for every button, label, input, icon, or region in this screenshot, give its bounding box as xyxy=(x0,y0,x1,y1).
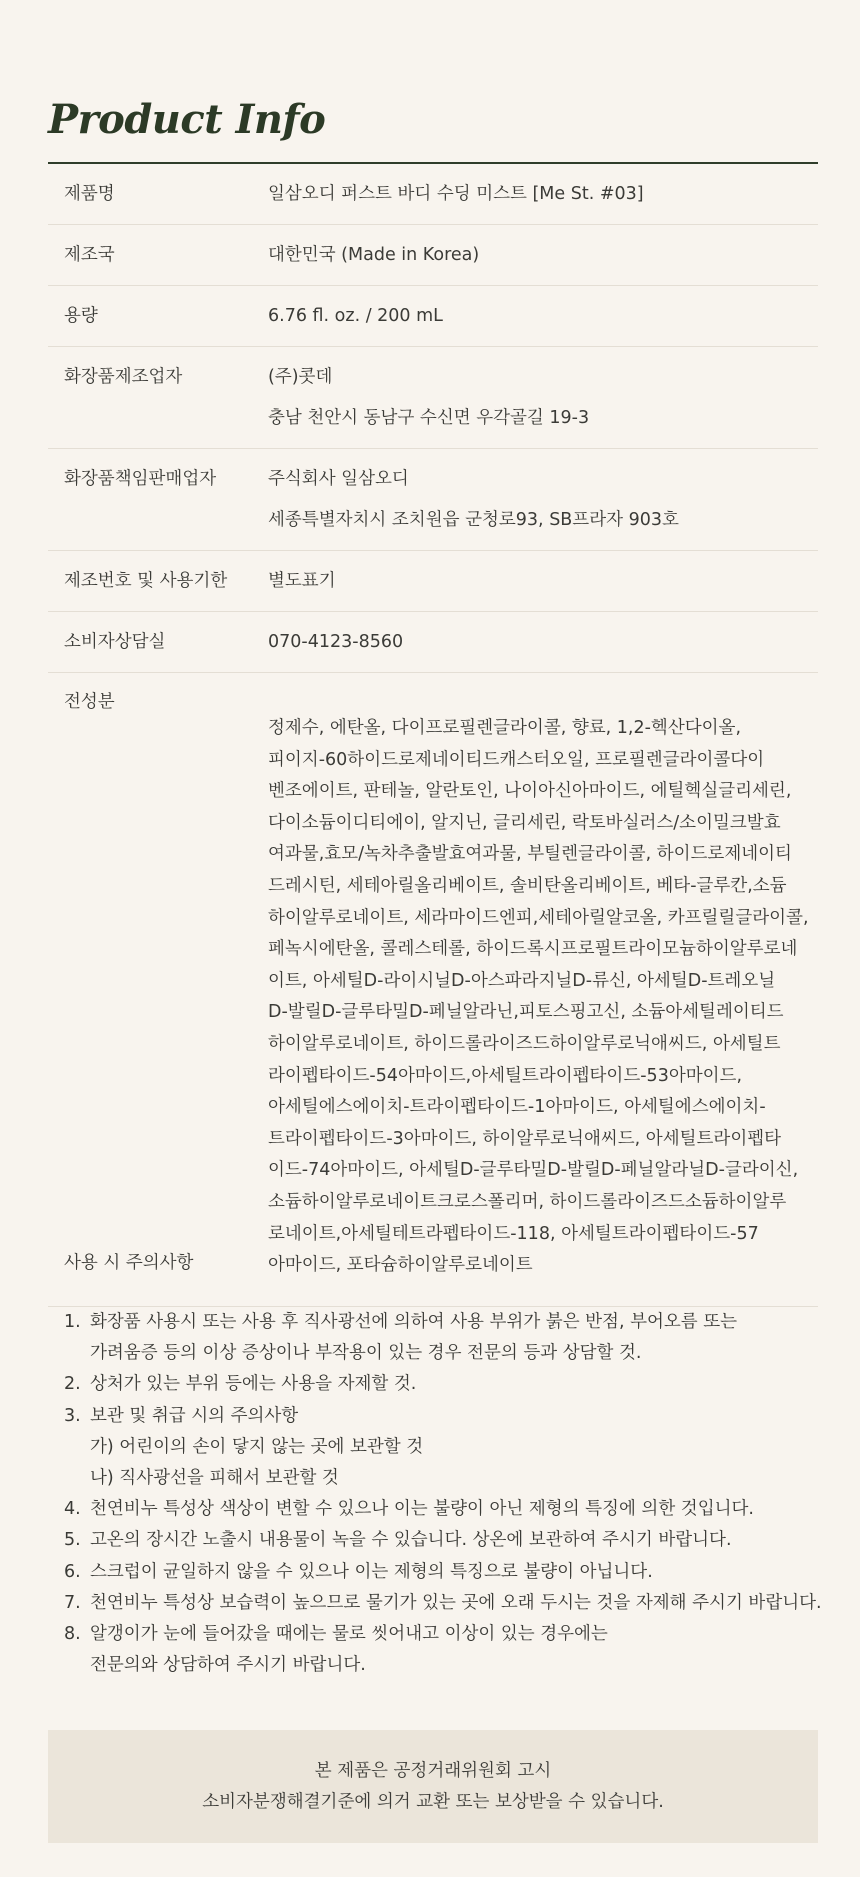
ingredients-list xyxy=(268,689,818,1282)
caution-item-text xyxy=(90,1494,754,1525)
ingredients-line: 라이펩타이드-54아마이드,아세틸트라이펩타이드-53아마이드, xyxy=(268,1065,743,1086)
info-row-country xyxy=(48,225,818,286)
caution-item-text xyxy=(90,1307,737,1369)
ingredients-line: 여과물,효모/녹차추출발효여과물, 부틸렌글라이콜, 하이드로제네이티 xyxy=(268,844,792,865)
info-value-line: 6.76 fl. oz. / 200 mL xyxy=(268,306,443,326)
info-value-line: (주)콧데 xyxy=(268,367,333,387)
notice-line: 본 제품은 공정거래위원회 고시 xyxy=(314,1760,552,1781)
ingredients-line: 이트, 아세틸D-라이시닐D-아스파라지닐D-류신, 아세틸D-트레오닐 xyxy=(268,970,776,991)
ingredients-line: 로네이트,아세틸테트라펩타이드-118, 아세틸트라이펩타이드-57 xyxy=(268,1223,759,1244)
caution-item-number: 2. xyxy=(64,1374,81,1395)
caution-item-number: 8. xyxy=(64,1624,81,1645)
caution-item xyxy=(64,1525,824,1556)
info-value xyxy=(268,466,818,534)
caution-item-number: 5. xyxy=(64,1530,81,1551)
caution-item xyxy=(64,1619,824,1681)
caution-item-text xyxy=(90,1557,653,1588)
ingredients-line: 아마이드, 포타슘하이알루로네이트 xyxy=(268,1255,533,1276)
ingredients-line: 하이알루로네이트, 하이드롤라이즈드하이알루로닉애씨드, 아세틸트 xyxy=(268,1033,781,1054)
product-info-table xyxy=(48,164,818,1307)
caution-item-text xyxy=(90,1525,732,1556)
info-label: 제조국 xyxy=(64,245,115,265)
caution-item-text xyxy=(90,1369,416,1400)
caution-list xyxy=(64,1307,824,1681)
ingredients-line: 소듐하이알루로네이트크로스폴리머, 하이드롤라이즈드소듐하이알루 xyxy=(268,1191,787,1212)
info-label: 제조번호 및 사용기한 xyxy=(64,571,228,591)
info-row-volume xyxy=(48,286,818,347)
caution-item-line: 보관 및 취급 시의 주의사항 xyxy=(90,1405,299,1426)
caution-item-number: 1. xyxy=(64,1312,81,1332)
info-row-customer-service xyxy=(48,612,818,673)
caution-item-text xyxy=(90,1619,608,1681)
info-label: 용량 xyxy=(64,306,98,326)
caution-item xyxy=(64,1557,824,1588)
caution-item-number: 7. xyxy=(64,1592,81,1613)
ingredients-line: 페녹시에탄올, 콜레스테롤, 하이드록시프로필트라이모늄하이알루로네 xyxy=(268,939,798,960)
info-label: 전성분 xyxy=(64,692,115,712)
caution-item xyxy=(64,1369,824,1400)
info-row-distributor xyxy=(48,449,818,551)
caution-item-line: 천연비누 특성상 색상이 변할 수 있으나 이는 불량이 아닌 제형의 특징에 의한 것입니다. xyxy=(90,1499,754,1520)
caution-item-text xyxy=(90,1588,822,1619)
info-value-line: 대한민국 (Made in Korea) xyxy=(268,245,480,265)
caution-section xyxy=(64,1248,824,1681)
info-row-product-name xyxy=(48,164,818,225)
caution-item-line: 화장품 사용시 또는 사용 후 직사광선에 의하여 사용 부위가 붉은 반점, 부어오름 또는 xyxy=(90,1312,738,1332)
caution-item-line: 상처가 있는 부위 등에는 사용을 자제할 것. xyxy=(90,1374,417,1395)
notice-box xyxy=(48,1730,818,1843)
caution-item-line: 스크럽이 균일하지 않을 수 있으나 이는 제형의 특징으로 불량이 아닙니다. xyxy=(90,1561,653,1582)
info-label: 소비자상담실 xyxy=(64,632,166,652)
caution-item-line: 고온의 장시간 노출시 내용물이 녹을 수 있습니다. 상온에 보관하여 주시기 바랍니다. xyxy=(90,1530,732,1551)
caution-item xyxy=(64,1494,824,1525)
info-value-line: 세종특별자치시 조치원읍 군청로93, SB프라자 903호 xyxy=(268,510,679,530)
caution-item xyxy=(64,1307,824,1369)
caution-item xyxy=(64,1588,824,1619)
info-value xyxy=(268,364,818,432)
caution-item xyxy=(64,1401,824,1495)
caution-item-line: 나) 직사광선을 피해서 보관할 것 xyxy=(90,1468,339,1489)
ingredients-line: 아세틸에스에이치-트라이펩타이드-1아마이드, 아세틸에스에이치- xyxy=(268,1097,766,1118)
info-value-line: 주식회사 일삼오디 xyxy=(268,469,409,489)
caution-item-line: 천연비누 특성상 보습력이 높으므로 물기가 있는 곳에 오래 두시는 것을 자제해 주시기 바랍니다. xyxy=(90,1592,822,1613)
info-value xyxy=(268,629,818,656)
ingredients-line: 이드-74아마이드, 아세틸D-글루타밀D-발릴D-페닐알라닐D-글라이신, xyxy=(268,1160,799,1181)
caution-item-number: 6. xyxy=(64,1561,81,1582)
ingredients-line: 드레시틴, 세테아릴올리베이트, 솔비탄올리베이트, 베타-글루칸,소듐 xyxy=(268,875,787,896)
info-label: 화장품책임판매업자 xyxy=(64,469,217,489)
caution-item-line: 가려움증 등의 이상 증상이나 부작용이 있는 경우 전문의 등과 상담할 것. xyxy=(90,1343,642,1364)
ingredients-line: 다이소듐이디티에이, 알지닌, 글리세린, 락토바실러스/소이밀크발효 xyxy=(268,812,781,833)
info-value-line: 일삼오디 퍼스트 바디 수딩 미스트 [Me St. #03] xyxy=(268,184,644,204)
info-row-batch-expiry xyxy=(48,551,818,612)
ingredients-line: 하이알루로네이트, 세라마이드엔피,세테아릴알코올, 카프릴릴글라이콜, xyxy=(268,907,809,928)
info-row-manufacturer xyxy=(48,347,818,449)
ingredients-line: 트라이펩타이드-3아마이드, 하이알루로닉애씨드, 아세틸트라이펩타 xyxy=(268,1128,782,1149)
info-value-line: 충남 천안시 동남구 수신면 우각골길 19-3 xyxy=(268,408,590,428)
ingredients-line: D-발릴D-글루타밀D-페닐알라닌,피토스핑고신, 소듐아세틸레이티드 xyxy=(268,1002,784,1023)
info-value xyxy=(268,181,818,208)
info-value xyxy=(268,303,818,330)
page-title: Product Info xyxy=(48,96,326,143)
caution-item-number: 4. xyxy=(64,1499,81,1520)
info-value xyxy=(268,242,818,269)
caution-item-line: 알갱이가 눈에 들어갔을 때에는 물로 씻어내고 이상이 있는 경우에는 xyxy=(90,1624,608,1645)
ingredients-line: 정제수, 에탄올, 다이프로필렌글라이콜, 향료, 1,2-헥산다이올, xyxy=(268,718,742,738)
ingredients-line: 피이지-60하이드로제네이티드캐스터오일, 프로필렌글라이콜다이 xyxy=(268,749,765,770)
caution-item-text xyxy=(90,1401,423,1495)
info-value-line: 별도표기 xyxy=(268,571,336,591)
info-value-line: 070-4123-8560 xyxy=(268,632,404,652)
ingredients-line: 벤조에이트, 판테놀, 알란토인, 나이아신아마이드, 에틸헥실글리세린, xyxy=(268,781,792,802)
caution-item-line: 가) 어린이의 손이 닿지 않는 곳에 보관할 것 xyxy=(90,1436,424,1457)
info-label: 화장품제조업자 xyxy=(64,367,183,387)
caution-item-line: 전문의와 상담하여 주시기 바랍니다. xyxy=(90,1655,366,1676)
info-row-ingredients xyxy=(48,673,818,1307)
notice-line: 소비자분쟁해결기준에 의거 교환 또는 보상받을 수 있습니다. xyxy=(202,1791,664,1812)
caution-item-number: 3. xyxy=(64,1405,81,1426)
caution-title: 사용 시 주의사항 xyxy=(64,1253,194,1273)
info-value xyxy=(268,568,818,595)
info-label: 제품명 xyxy=(64,184,115,204)
